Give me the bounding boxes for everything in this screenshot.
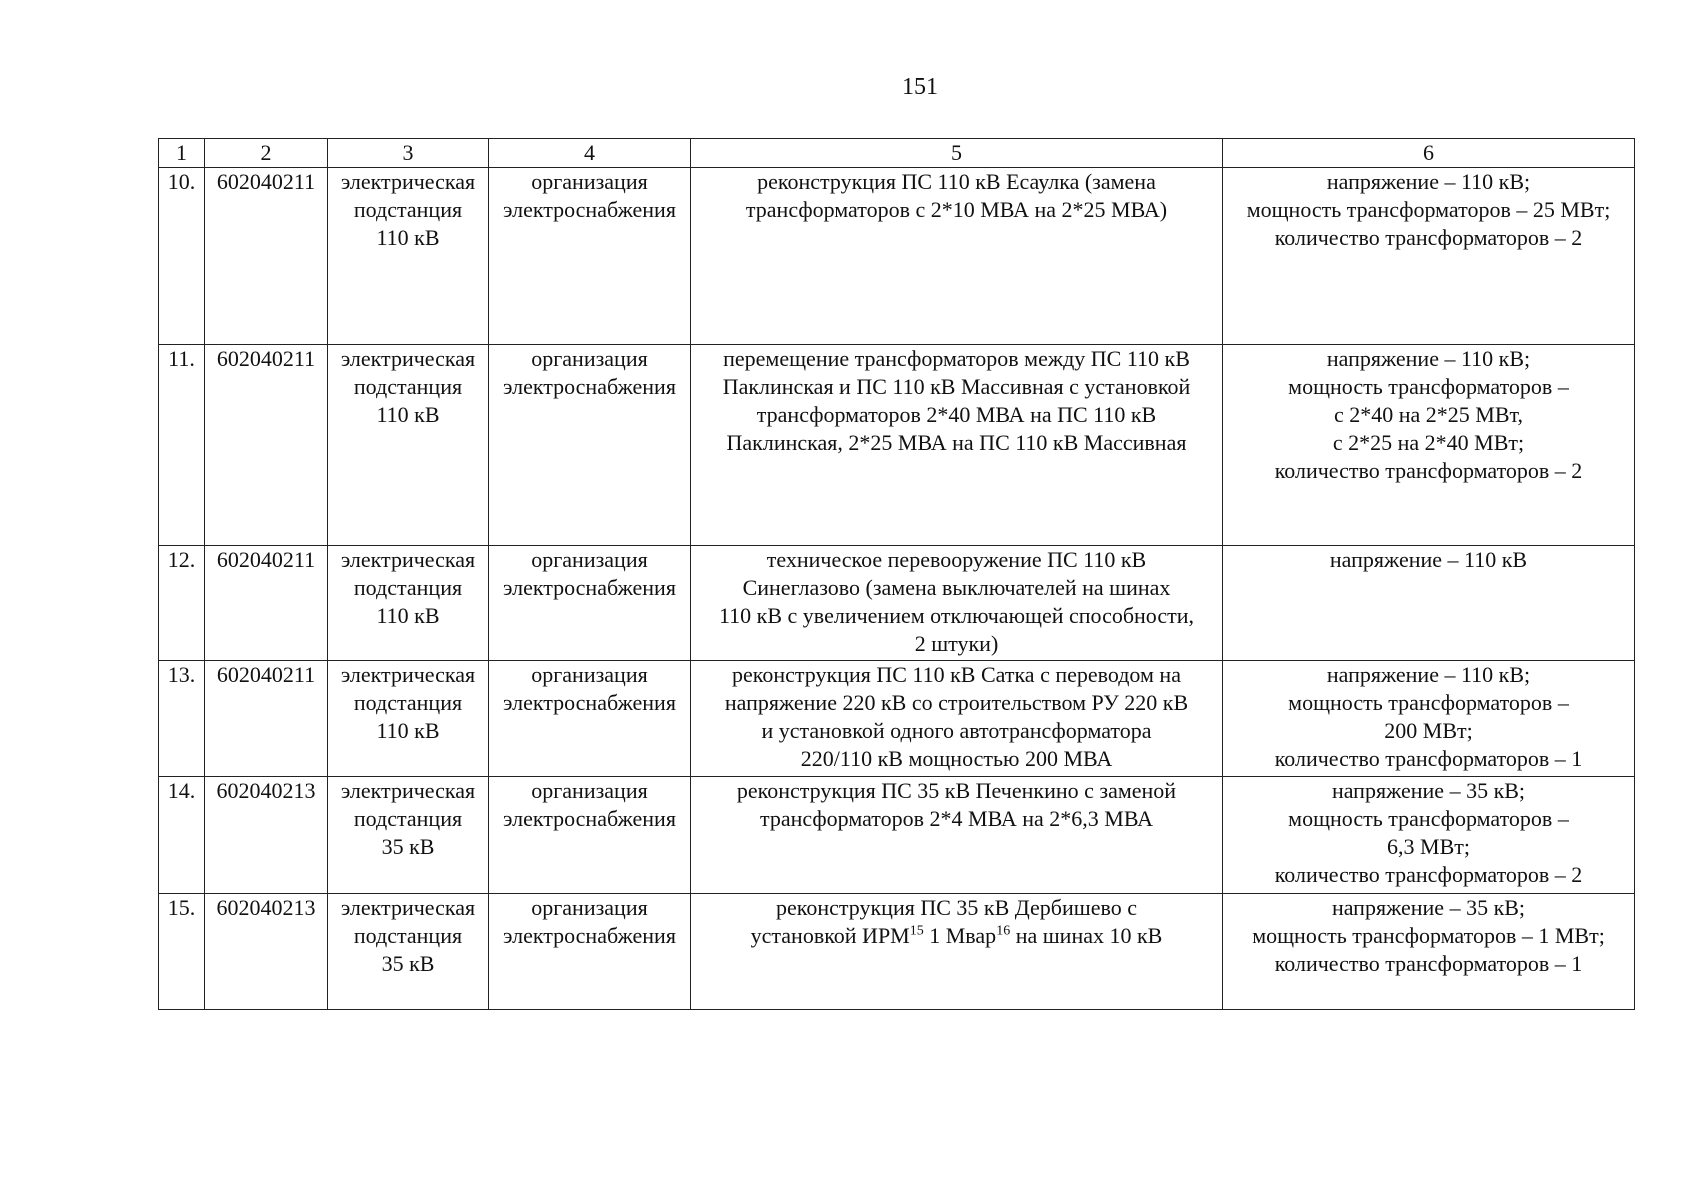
cell-line: подстанция (353, 374, 463, 399)
object-description (691, 661, 1223, 777)
text-fragment: на шинах 10 кВ (1010, 923, 1163, 948)
cell-line: количество трансформаторов – 1 (1274, 951, 1583, 976)
table-row (159, 168, 1635, 345)
cell-line: организация (531, 346, 648, 371)
cell-line: электрическая (340, 895, 476, 920)
table-row (159, 345, 1635, 546)
object-type (328, 546, 489, 661)
cell-line: электрическая (340, 778, 476, 803)
cell-line: реконструкция ПС 110 кВ Есаулка (замена (757, 169, 1156, 194)
object-code: 602040211 (205, 546, 328, 661)
cell-line: электрическая (340, 547, 476, 572)
column-header: 5 (691, 139, 1223, 168)
cell-line: трансформаторов с 2*10 МВА на 2*25 МВА) (745, 197, 1168, 222)
object-description (691, 168, 1223, 345)
cell-line: 110 кВ (376, 718, 440, 743)
row-number: 11. (159, 345, 205, 546)
cell-line: количество трансформаторов – 2 (1274, 862, 1583, 887)
cell-line: трансформаторов 2*4 МВА на 2*6,3 МВА (759, 806, 1154, 831)
object-type (328, 777, 489, 894)
object-characteristics (1223, 661, 1635, 777)
object-code: 602040213 (205, 777, 328, 894)
footnote-ref: 15 (909, 923, 924, 939)
row-number: 15. (159, 894, 205, 1010)
header-row (159, 139, 1635, 168)
column-header: 1 (159, 139, 205, 168)
cell-line: электроснабжения (503, 690, 676, 715)
cell-line: количество трансформаторов – 2 (1274, 458, 1583, 483)
cell-line: 200 МВт; (1384, 718, 1473, 743)
cell-line: мощность трансформаторов – 1 МВт; (1252, 923, 1605, 948)
object-purpose (489, 777, 691, 894)
cell-line: мощность трансформаторов – (1288, 806, 1569, 831)
cell-line: Синеглазово (замена выключателей на шинах (742, 575, 1171, 600)
row-number: 10. (159, 168, 205, 345)
cell-line: 110 кВ (376, 225, 440, 250)
data-table (158, 138, 1635, 1010)
cell-line: 110 кВ с увеличением отключающей способности, (719, 603, 1194, 628)
cell-line: мощность трансформаторов – (1288, 374, 1569, 399)
object-type (328, 168, 489, 345)
cell-line: количество трансформаторов – 1 (1274, 746, 1583, 771)
cell-line: подстанция (353, 197, 463, 222)
cell-line: напряжение – 110 кВ; (1326, 169, 1531, 194)
object-type (328, 661, 489, 777)
cell-line: 35 кВ (381, 951, 435, 976)
text-fragment: 1 Мвар (923, 923, 997, 948)
column-header: 3 (328, 139, 489, 168)
object-description (691, 894, 1223, 1010)
footnote-ref: 16 (996, 923, 1011, 939)
cell-line: организация (531, 895, 648, 920)
object-description (691, 345, 1223, 546)
cell-line: перемещение трансформаторов между ПС 110 кВ (723, 346, 1190, 371)
row-number: 14. (159, 777, 205, 894)
cell-line: с 2*40 на 2*25 МВт, (1334, 402, 1523, 427)
cell-line: напряжение 220 кВ со строительством РУ 220 кВ (724, 690, 1189, 715)
object-characteristics (1223, 546, 1635, 661)
column-header: 4 (489, 139, 691, 168)
cell-line: электроснабжения (503, 374, 676, 399)
cell-line: реконструкция ПС 35 кВ Печенкино с заменой (736, 778, 1177, 803)
cell-line: электроснабжения (503, 806, 676, 831)
object-characteristics (1223, 345, 1635, 546)
cell-line: подстанция (353, 923, 463, 948)
cell-line: с 2*25 на 2*40 МВт; (1332, 430, 1525, 455)
object-characteristics (1223, 777, 1635, 894)
object-type (328, 345, 489, 546)
object-purpose (489, 894, 691, 1010)
object-code: 602040211 (205, 345, 328, 546)
object-purpose (489, 345, 691, 546)
object-characteristics (1223, 894, 1635, 1010)
cell-line: электрическая (340, 346, 476, 371)
cell-line: реконструкция ПС 110 кВ Сатка с переводом на (732, 662, 1181, 687)
cell-line: техническое перевооружение ПС 110 кВ (766, 547, 1147, 572)
cell-line: 2 штуки) (914, 631, 999, 656)
cell-line: трансформаторов 2*40 МВА на ПС 110 кВ (756, 402, 1157, 427)
cell-line: мощность трансформаторов – (1288, 690, 1569, 715)
cell-line: Паклинская, 2*25 МВА на ПС 110 кВ Массивная (726, 430, 1187, 455)
object-description (691, 546, 1223, 661)
object-characteristics (1223, 168, 1635, 345)
cell-line: напряжение – 35 кВ; (1331, 778, 1526, 803)
cell-line: и установкой одного автотрансформатора (761, 718, 1152, 743)
cell-line (693, 922, 1220, 950)
cell-line: 110 кВ (376, 603, 440, 628)
cell-line: электрическая (340, 169, 476, 194)
cell-line: организация (531, 662, 648, 687)
object-code: 602040213 (205, 894, 328, 1010)
cell-line: электроснабжения (503, 575, 676, 600)
cell-line: 110 кВ (376, 402, 440, 427)
table-row (159, 894, 1635, 1010)
cell-line: электроснабжения (503, 197, 676, 222)
row-number: 12. (159, 546, 205, 661)
cell-line: 220/110 кВ мощностью 200 МВА (800, 746, 1113, 771)
cell-line: напряжение – 35 кВ; (1331, 895, 1526, 920)
table-row (159, 546, 1635, 661)
cell-line: подстанция (353, 575, 463, 600)
text-fragment: установкой ИРМ (750, 923, 910, 948)
cell-line: напряжение – 110 кВ; (1326, 662, 1531, 687)
column-header: 6 (1223, 139, 1635, 168)
table-row (159, 661, 1635, 777)
cell-line: организация (531, 547, 648, 572)
cell-line: 35 кВ (381, 834, 435, 859)
cell-line: электроснабжения (503, 923, 676, 948)
object-purpose (489, 546, 691, 661)
cell-line: 6,3 МВт; (1387, 834, 1470, 859)
cell-line: Паклинская и ПС 110 кВ Массивная с установкой (722, 374, 1191, 399)
cell-line: подстанция (353, 690, 463, 715)
page-number: 151 (902, 74, 938, 100)
object-code: 602040211 (205, 661, 328, 777)
cell-line: напряжение – 110 кВ; (1326, 346, 1531, 371)
cell-line: организация (531, 778, 648, 803)
object-purpose (489, 661, 691, 777)
cell-line: напряжение – 110 кВ (1329, 547, 1528, 572)
row-number: 13. (159, 661, 205, 777)
table-row (159, 777, 1635, 894)
cell-line: количество трансформаторов – 2 (1274, 225, 1583, 250)
object-purpose (489, 168, 691, 345)
cell-line: электрическая (340, 662, 476, 687)
object-description (691, 777, 1223, 894)
object-code: 602040211 (205, 168, 328, 345)
cell-line: подстанция (353, 806, 463, 831)
column-header: 2 (205, 139, 328, 168)
cell-line: мощность трансформаторов – 25 МВт; (1246, 197, 1611, 222)
object-type (328, 894, 489, 1010)
cell-line: реконструкция ПС 35 кВ Дербишево с (776, 895, 1137, 920)
cell-line: организация (531, 169, 648, 194)
